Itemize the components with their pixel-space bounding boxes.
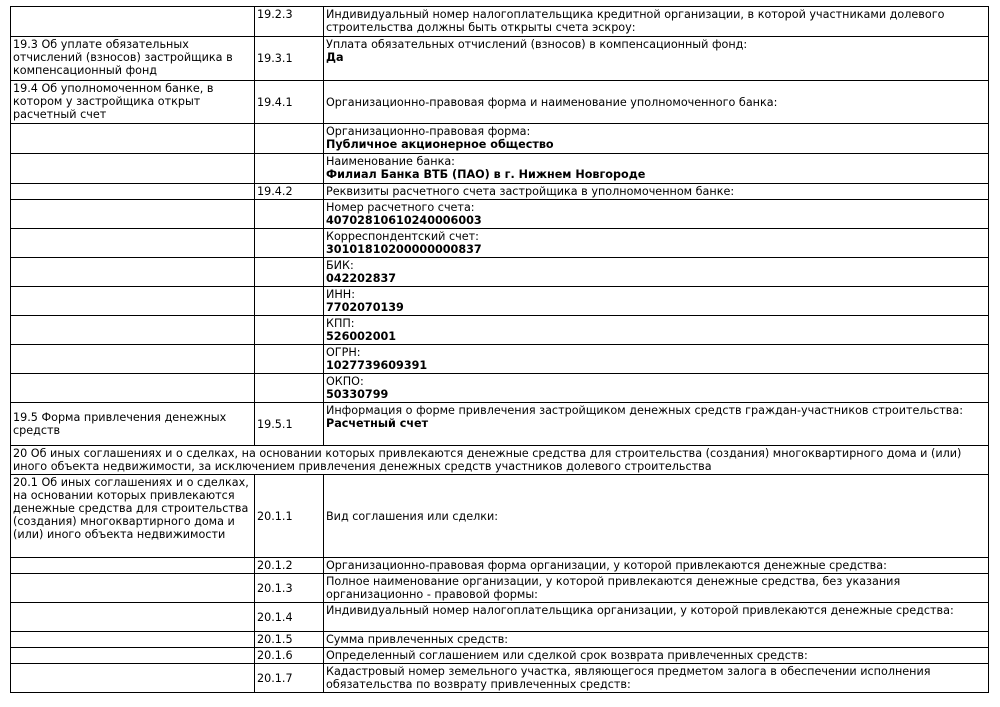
section-cell (11, 316, 255, 345)
item-label: Корреспондентский счет: (326, 230, 479, 243)
item-text: Реквизиты расчетного счета застройщика в уполномоченном банке: (324, 184, 989, 200)
table-row (11, 154, 989, 184)
item-number (255, 154, 324, 184)
section-cell (11, 374, 255, 403)
table-row (11, 184, 989, 200)
section-cell (11, 558, 255, 574)
table-row (11, 81, 989, 124)
item-content (324, 124, 989, 154)
item-number (255, 258, 324, 287)
item-label: Номер расчетного счета: (326, 201, 475, 214)
item-value: 7702070139 (326, 301, 404, 314)
item-text: Индивидуальный номер налогоплательщика организации, у которой привлекаются денежные средства: (324, 603, 989, 632)
item-number (255, 229, 324, 258)
table-row (11, 7, 989, 37)
item-number: 19.2.3 (255, 7, 324, 37)
item-label: ИНН: (326, 288, 355, 301)
item-text: Сумма привлеченных средств: (324, 632, 989, 648)
section-title: 19.3 Об уплате обязательных отчислений (взносов) застройщика в компенсационный фонд (11, 37, 255, 81)
item-number (255, 287, 324, 316)
item-text: Вид соглашения или сделки: (324, 475, 989, 558)
section-cell (11, 7, 255, 37)
section-cell (11, 154, 255, 184)
item-content (324, 287, 989, 316)
item-number (255, 124, 324, 154)
item-text: Определенный соглашением или сделкой срок возврата привлеченных средств: (324, 648, 989, 664)
table-row (11, 316, 989, 345)
item-text: Полное наименование организации, у которой привлекаются денежные средства, без указания организационно - правовой формы: (324, 574, 989, 603)
item-label: Наименование банка: (326, 155, 455, 168)
section-cell (11, 648, 255, 664)
table-row (11, 558, 989, 574)
item-content (324, 374, 989, 403)
section-cell (11, 287, 255, 316)
table-row (11, 124, 989, 154)
section-cell (11, 258, 255, 287)
item-content (324, 229, 989, 258)
section-cell (11, 664, 255, 693)
item-label: БИК: (326, 259, 354, 272)
item-content (324, 403, 989, 446)
section-title: 19.4 Об уполномоченном банке, в котором у застройщика открыт расчетный счет (11, 81, 255, 124)
section-cell (11, 632, 255, 648)
section-cell (11, 200, 255, 229)
table-row (11, 664, 989, 693)
item-number: 19.4.1 (255, 81, 324, 124)
item-number: 20.1.7 (255, 664, 324, 693)
item-number: 20.1.1 (255, 475, 324, 558)
item-value: Филиал Банка ВТБ (ПАО) в г. Нижнем Новгороде (326, 168, 646, 181)
item-text: Индивидуальный номер налогоплательщика кредитной организации, в которой участниками долевого строительства должны быть открыты счета эскроу: (324, 7, 989, 37)
section-header-20: 20 Об иных соглашениях и о сделках, на основании которых привлекаются денежные средства для строительства (создания) многоквартирного дома и (или) иного объекта недвижимости, за исключением привлечения денежных средств участников долевого строительства (11, 446, 989, 475)
section-cell (11, 603, 255, 632)
item-content (324, 316, 989, 345)
item-text: Организационно-правовая форма и наименование уполномоченного банка: (324, 81, 989, 124)
table-row (11, 632, 989, 648)
section-title: 20.1 Об иных соглашениях и о сделках, на основании которых привлекаются денежные средства для строительства (создания) многоквартирного дома и (или) иного объекта недвижимости (11, 475, 255, 558)
table-row (11, 37, 989, 81)
table-row (11, 374, 989, 403)
item-label: ОГРН: (326, 346, 361, 359)
table-row (11, 475, 989, 558)
item-value: Публичное акционерное общество (326, 138, 554, 151)
item-number: 20.1.4 (255, 603, 324, 632)
item-label: Информация о форме привлечения застройщиком денежных средств граждан-участников строительства: (326, 404, 963, 417)
table-row (11, 345, 989, 374)
item-label: КПП: (326, 317, 355, 330)
section-title: 19.5 Форма привлечения денежных средств (11, 403, 255, 446)
item-number: 19.5.1 (255, 403, 324, 446)
item-content (324, 345, 989, 374)
table-row (11, 603, 989, 632)
item-number (255, 374, 324, 403)
item-label: Организационно-правовая форма: (326, 125, 531, 138)
table-row (11, 200, 989, 229)
item-value: 1027739609391 (326, 359, 428, 372)
item-content (324, 37, 989, 81)
item-value: Расчетный счет (326, 417, 429, 430)
item-label: ОКПО: (326, 375, 364, 388)
item-content (324, 154, 989, 184)
section-cell (11, 229, 255, 258)
item-text: Организационно-правовая форма организации, у которой привлекаются денежные средства: (324, 558, 989, 574)
disclosure-table (10, 6, 989, 693)
item-number: 20.1.3 (255, 574, 324, 603)
item-content (324, 200, 989, 229)
item-number: 19.3.1 (255, 37, 324, 81)
table-row (11, 287, 989, 316)
table-row (11, 446, 989, 475)
section-cell (11, 124, 255, 154)
table-row (11, 648, 989, 664)
item-value: 40702810610240006003 (326, 214, 482, 227)
table-row (11, 229, 989, 258)
item-value: 042202837 (326, 272, 397, 285)
item-number: 20.1.5 (255, 632, 324, 648)
item-number: 20.1.6 (255, 648, 324, 664)
item-text: Кадастровый номер земельного участка, являющегося предметом залога в обеспечении исполнения обязательства по возврату привлеченных средств: (324, 664, 989, 693)
item-number (255, 345, 324, 374)
item-value: 526002001 (326, 330, 397, 343)
item-value: 30101810200000000837 (326, 243, 482, 256)
section-cell (11, 345, 255, 374)
item-number (255, 316, 324, 345)
item-value: Да (326, 51, 344, 64)
item-number (255, 200, 324, 229)
table-row (11, 403, 989, 446)
section-cell (11, 574, 255, 603)
item-label: Уплата обязательных отчислений (взносов) в компенсационный фонд: (326, 38, 748, 51)
section-cell (11, 184, 255, 200)
item-number: 19.4.2 (255, 184, 324, 200)
item-number: 20.1.2 (255, 558, 324, 574)
table-row (11, 258, 989, 287)
item-content (324, 258, 989, 287)
table-row (11, 574, 989, 603)
item-value: 50330799 (326, 388, 389, 401)
